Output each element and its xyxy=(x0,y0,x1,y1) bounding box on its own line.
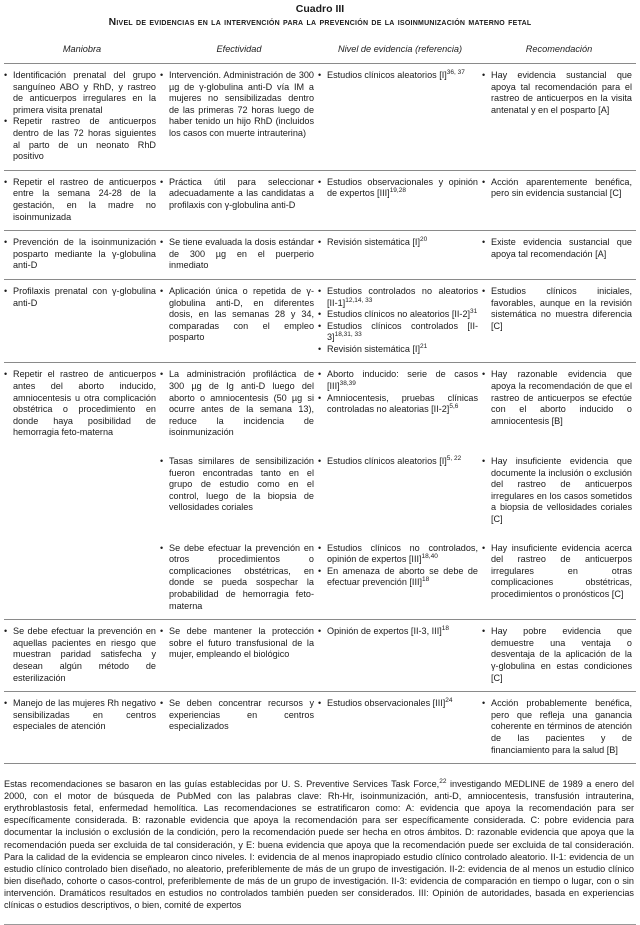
bullet-text: Hay pobre evidencia que demuestre una ventaja o desventaja de la aplicación de la γ-globulina en estas condiciones [C] xyxy=(491,626,632,683)
bullet-item xyxy=(318,309,478,321)
evidencia-cell xyxy=(318,620,482,692)
table-row xyxy=(4,620,636,692)
bullet-text: Identificación prenatal del grupo sanguíneo ABO y RhD, y rastreo de anticuerpos irregulares en la primera visita prenatal xyxy=(13,70,156,115)
table-row xyxy=(4,446,636,533)
bullet-item xyxy=(4,70,156,116)
bullet-item xyxy=(4,177,156,223)
footnote-text-start: Estas recomendaciones se basaron en las guías establecidas por U. S. Preventive Services Task Force, xyxy=(4,779,440,790)
bullet-item xyxy=(482,698,632,756)
bullet-list xyxy=(318,177,478,200)
efectividad-cell xyxy=(160,64,318,171)
maniobra-cell xyxy=(4,620,160,692)
bullet-text: Profilaxis prenatal con γ-globulina anti-D xyxy=(13,285,156,308)
table-footnote xyxy=(4,778,636,911)
table-row xyxy=(4,170,636,230)
column-header-nivel-evidencia: Nivel de evidencia (referencia) xyxy=(337,44,463,54)
reference-superscript: 38,39 xyxy=(339,380,356,388)
bullet-text: Estudios clínicos no controlados, opinión de expertos [III] xyxy=(327,542,478,565)
bullet-list xyxy=(160,70,314,140)
reference-superscript: 31 xyxy=(470,308,478,316)
bullet-text: Se debe efectuar la prevención en otros procedimientos o complicaciones obstétricas, en donde se pueda sospechar la probabilidad de hemorragia feto-materna xyxy=(169,542,314,611)
bullet-item xyxy=(482,177,632,200)
bullet-item xyxy=(318,698,478,710)
bullet-list xyxy=(318,70,478,82)
bullet-item xyxy=(160,237,314,272)
bullet-text: Manejo de las mujeres Rh negativo sensibilizadas en centros especiales de atención xyxy=(13,698,156,732)
bullet-text: Se debe mantener la protección sobre el futuro transfusional de la mujer, empleando el biológico xyxy=(169,626,314,660)
bullet-item xyxy=(318,456,478,468)
bullet-text: Acción probablemente benéfica, pero que refleja una ganancia coherente en términos de atención de las pacientes y de financiamiento para la salud [B] xyxy=(491,698,632,755)
bullet-text: Repetir el rastreo de anticuerpos entre la semana 24-28 de la gestación, en la madre no isoinmunizada xyxy=(13,176,156,222)
bullet-text: Se debe efectuar la prevención en aquellas pacientes en riesgo que muestran paridad satisfecha y desean algún método de esterilización xyxy=(13,626,156,683)
maniobra-cell xyxy=(4,446,160,533)
bullet-text: Amniocentesis, pruebas clínicas controladas no aleatorias [II-2] xyxy=(327,392,478,415)
bullet-text: Estudios clínicos controlados [II-3] xyxy=(327,320,478,343)
bullet-list xyxy=(318,456,478,468)
recomendacion-cell xyxy=(482,533,636,620)
bullet-list xyxy=(482,286,632,332)
reference-superscript: 18 xyxy=(441,625,449,633)
table-row xyxy=(4,363,636,446)
table-title: Nivel de evidencias en la intervención para la prevención de la isoinmunización materno fetal xyxy=(108,17,532,28)
bullet-text: Prevención de la isoinmunización posparto mediante la γ-globulina anti-D xyxy=(13,237,156,271)
bullet-list xyxy=(4,177,156,223)
bullet-list xyxy=(4,70,156,163)
bullet-text: Aplicación única o repetida de γ-globulina anti-D, en diferentes dosis, en las semanas 28 y 34, comparadas con el empleo posparto xyxy=(169,285,314,343)
bullet-list xyxy=(160,626,314,661)
bullet-text: Hay razonable evidencia que apoya la recomendación de que el rastreo de anticuerpos se efectúe con el aborto inducido o amniocentesis [B] xyxy=(491,369,632,426)
bullet-list xyxy=(482,626,632,684)
bullet-list xyxy=(482,543,632,601)
evidencia-cell xyxy=(318,279,482,363)
bullet-item xyxy=(318,566,478,589)
bullet-text: Estudios clínicos aleatorios [I] xyxy=(327,456,447,467)
evidencia-cell xyxy=(318,64,482,171)
bullet-text: En amenaza de aborto se debe de efectuar prevención [III] xyxy=(327,565,478,588)
bullet-item xyxy=(160,626,314,661)
bullet-list xyxy=(4,698,156,733)
bullet-text: La administración profiláctica de 300 µg de Ig anti-D luego del aborto o amniocentesis (50 µg si ocurre antes de la semana 13), reduce la incidencia de isoinmunización xyxy=(169,369,314,438)
bullet-item xyxy=(4,626,156,684)
bullet-text: Existe evidencia sustancial que apoya tal recomendación [A] xyxy=(491,237,632,259)
bullet-text: Aborto inducido: serie de casos [III] xyxy=(327,369,478,392)
bullet-text: Hay insuficiente evidencia que documente la inclusión o exclusión del rastreo de anticuerpos irregulares en los casos sometidos a biopsia de vellosidades coriales [C] xyxy=(491,456,632,524)
bullet-list xyxy=(318,698,478,710)
efectividad-cell xyxy=(160,533,318,620)
efectividad-cell xyxy=(160,446,318,533)
bullet-text: Repetir el rastreo de anticuerpos antes del aborto inducido, amniocentesis u otra complicación obstétrica o procedimiento en donde haya posibilidad de hemorragia feto-materna xyxy=(13,369,156,438)
reference-superscript: 24 xyxy=(445,697,453,705)
bullet-list xyxy=(318,626,478,638)
bullet-item xyxy=(160,286,314,344)
bullet-list xyxy=(160,698,314,733)
maniobra-cell xyxy=(4,363,160,446)
bullet-text: Tasas similares de sensibilización fueron encontradas tanto en el grupo de estudio como en el control, luego de la biopsia de vellosidades coriales xyxy=(169,456,314,513)
table-row xyxy=(4,64,636,171)
bullet-list xyxy=(160,543,314,613)
recomendacion-cell xyxy=(482,363,636,446)
bullet-list xyxy=(482,237,632,260)
maniobra-cell xyxy=(4,279,160,363)
recomendacion-cell xyxy=(482,620,636,692)
reference-superscript: 18 xyxy=(422,576,430,584)
bullet-list xyxy=(318,237,478,249)
reference-superscript: 5, 22 xyxy=(446,455,462,463)
bullet-list xyxy=(160,177,314,212)
bullet-text: Estudios controlados no aleatorios [II-1] xyxy=(327,285,478,308)
maniobra-cell xyxy=(4,231,160,280)
bullet-item xyxy=(318,286,478,309)
header-row xyxy=(4,44,636,64)
maniobra-cell xyxy=(4,64,160,171)
table-row xyxy=(4,533,636,620)
bullet-list xyxy=(160,456,314,514)
bullet-item xyxy=(4,237,156,272)
efectividad-cell xyxy=(160,620,318,692)
evidencia-cell xyxy=(318,533,482,620)
footnote-reference: 22 xyxy=(439,778,447,786)
bullet-list xyxy=(160,369,314,439)
maniobra-cell xyxy=(4,692,160,764)
bullet-list xyxy=(4,369,156,439)
bullet-item xyxy=(160,698,314,733)
bullet-list xyxy=(318,286,478,356)
table-row xyxy=(4,231,636,280)
bullet-text: Revisión sistemática [I] xyxy=(327,237,420,248)
bullet-item xyxy=(482,369,632,427)
bullet-text: Estudios clínicos iniciales, favorables, aunque en la revisión sistemática no muestra diferencia [C] xyxy=(491,285,632,331)
reference-superscript: 20 xyxy=(420,236,428,244)
reference-superscript: 5,6 xyxy=(449,403,459,411)
recomendacion-cell xyxy=(482,446,636,533)
bullet-item xyxy=(4,286,156,309)
bullet-item xyxy=(160,177,314,212)
maniobra-cell xyxy=(4,533,160,620)
efectividad-cell xyxy=(160,363,318,446)
bullet-item xyxy=(318,369,478,392)
bullet-list xyxy=(318,543,478,589)
bullet-item xyxy=(482,237,632,260)
bullet-text: Estudios observacionales y opinión de expertos [III] xyxy=(327,176,478,199)
bullet-list xyxy=(482,698,632,756)
column-header-recomendacion: Recomendación xyxy=(525,44,593,54)
bullet-item xyxy=(482,543,632,601)
bullet-item xyxy=(482,286,632,332)
reference-superscript: 19,28 xyxy=(389,187,406,195)
recomendacion-cell xyxy=(482,692,636,764)
bullet-item xyxy=(482,456,632,526)
bullet-list xyxy=(160,237,314,272)
bullet-item xyxy=(482,70,632,116)
bullet-item xyxy=(318,321,478,344)
column-header-maniobra: Maniobra xyxy=(62,44,102,54)
bullet-list xyxy=(482,70,632,116)
bullet-list xyxy=(482,369,632,427)
bullet-list xyxy=(4,237,156,272)
bullet-item xyxy=(318,70,478,82)
bullet-list xyxy=(482,177,632,200)
bullet-list xyxy=(4,286,156,309)
column-header-efectividad: Efectividad xyxy=(216,44,262,54)
bullet-item xyxy=(318,177,478,200)
bullet-item xyxy=(318,543,478,566)
recomendacion-cell xyxy=(482,231,636,280)
maniobra-cell xyxy=(4,170,160,230)
bullet-item xyxy=(4,369,156,439)
bullet-text: Opinión de expertos [II-3, III] xyxy=(327,626,442,637)
bullet-text: Estudios observacionales [III] xyxy=(327,698,446,709)
bullet-item xyxy=(482,626,632,684)
efectividad-cell xyxy=(160,692,318,764)
bullet-item xyxy=(160,369,314,439)
bullet-item xyxy=(160,70,314,140)
table-caption: Cuadro III xyxy=(295,3,345,15)
bullet-text: Acción aparentemente benéfica, pero sin evidencia sustancial [C] xyxy=(491,176,632,199)
bullet-text: Práctica útil para seleccionar adecuadamente a las candidatas a profilaxis con γ-globulina anti-D xyxy=(169,176,314,210)
bullet-item xyxy=(318,344,478,356)
bullet-list xyxy=(482,456,632,526)
reference-superscript: 36, 37 xyxy=(446,69,465,76)
bullet-text: Se tiene evaluada la dosis estándar de 300 µg en el puerperio inmediato xyxy=(169,237,314,271)
table-row xyxy=(4,692,636,764)
bullet-text: Estudios clínicos aleatorios [I] xyxy=(327,70,447,80)
bullet-item xyxy=(4,116,156,162)
bullet-item xyxy=(160,543,314,613)
bullet-item xyxy=(4,698,156,733)
bullet-text: Repetir rastreo de anticuerpos dentro de las 72 horas siguientes al parto de un neonato RhD positivo xyxy=(13,116,156,162)
table-row xyxy=(4,279,636,363)
reference-superscript: 18,31, 33 xyxy=(334,331,362,339)
bullet-text: Hay evidencia sustancial que apoya tal recomendación para el rastreo de anticuerpos en la visita antenatal y en el posparto [A] xyxy=(491,70,632,115)
bullet-text: Se deben concentrar recursos y experiencias en centros especializados xyxy=(169,698,314,732)
evidencia-cell xyxy=(318,170,482,230)
reference-superscript: 12,14, 33 xyxy=(345,296,373,304)
bullet-item xyxy=(160,456,314,514)
bullet-item xyxy=(318,393,478,416)
reference-superscript: 21 xyxy=(420,342,428,350)
table-body xyxy=(4,64,636,764)
footnote-text-end: investigando MEDLINE de 1989 a enero del 2000, con el motor de búsqueda de PubMed con las palabras clave: Rh-Hr, isoinmunización, anti-D, amniocentesis, transfusión intrauterina, erythroblastosis fetal, enfermedad hemolítica. Las recomendaciones se estratificaron como: A: evidencia que apoya la recomendación para ser específicamente considerada. B: razonable evidencia que apoya la recomendación para ser específicamente considerada. C: pobre evidencia para documentar la inclusión o exclusión de la condición, pero la recomendación puede ser hecha en otros ámbitos. D: razonable evidencia que apoya que la recomendación pueda ser excluida de tal consideración, y E: buena evidencia que apoya que la recomendación puede ser excluida de tal consideración. Para la calidad de la evidencia se emplearon cinco niveles. I: evidencia de al menos inapropiado estudio clínico controlado aleatorio. II-1: evidencia de un estudio clínico controlado bien diseñado, no aleatorio, preferiblemente de más de un grupo de investigación. II-2: evidencia de al menos un estudio clínico bien diseñado, cohorte o casos-control, preferiblemente de más de un grupo de investigación. II-3: evidencia de comparación en tiempo o lugar, con o sin intervención. Dramáticos resultados en estudios no controlados también pueden ser considerados. III: Opinión de autoridades, basada en experiencias clínicas o estudios descriptivos, o bien, comité de expertos xyxy=(4,779,634,911)
evidencia-cell xyxy=(318,446,482,533)
efectividad-cell xyxy=(160,279,318,363)
recomendacion-cell xyxy=(482,279,636,363)
bullet-list xyxy=(160,286,314,344)
evidencia-cell xyxy=(318,231,482,280)
bullet-text: Revisión sistemática [I] xyxy=(327,343,420,354)
bullet-list xyxy=(318,369,478,415)
reference-superscript: 18,40 xyxy=(421,553,438,561)
evidence-table xyxy=(4,44,636,764)
recomendacion-cell xyxy=(482,64,636,171)
efectividad-cell xyxy=(160,231,318,280)
bullet-item xyxy=(318,626,478,638)
recomendacion-cell xyxy=(482,170,636,230)
bullet-item xyxy=(318,237,478,249)
evidencia-cell xyxy=(318,692,482,764)
bullet-text: Hay insuficiente evidencia acerca del rastreo de anticuerpos irregulares en otras complicaciones obstétricas, procedimientos o pronósticos [C] xyxy=(491,542,632,599)
efectividad-cell xyxy=(160,170,318,230)
evidencia-cell xyxy=(318,363,482,446)
bullet-list xyxy=(4,626,156,684)
bullet-text: Estudios clínicos no aleatorios [II-2] xyxy=(327,309,471,320)
bullet-text: Intervención. Administración de 300 µg de γ-globulina anti-D vía IM a mujeres no sensibilizadas dentro de las primeras 72 horas luego de haber tenido un hijo RhD (incluidos los casos con muerte intrauterina) xyxy=(169,70,314,138)
